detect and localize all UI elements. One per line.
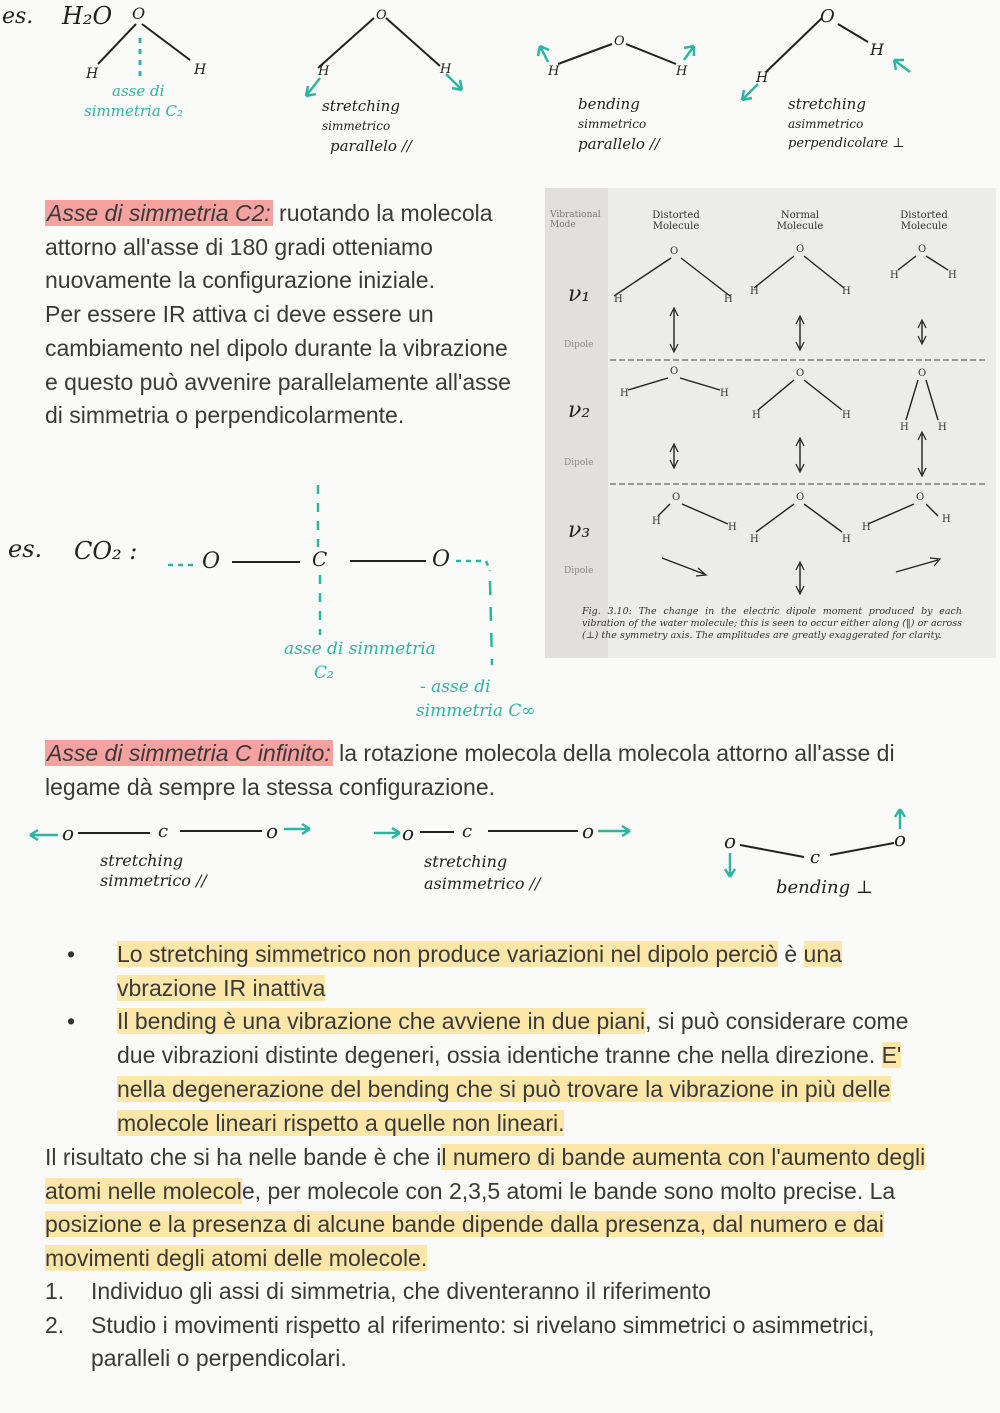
cinf-highlight: Asse di simmetria C infinito: — [47, 740, 331, 766]
list-item: 1. Individuo gli assi di simmetria, che diventeranno il riferimento — [45, 1278, 712, 1304]
figure-atom-h: H — [620, 388, 629, 399]
nu1-label: ν₁ — [568, 282, 591, 307]
figure-atom-o: O — [796, 244, 805, 255]
co2-mode-atom-c: c — [462, 821, 473, 842]
figure-atom-h: H — [842, 534, 851, 545]
co2-atom-o: O — [202, 549, 221, 574]
figure-atom-h: H — [948, 270, 957, 281]
water-dipole-figure — [545, 188, 996, 658]
figure-atom-h: H — [938, 422, 947, 433]
atom-o: O — [820, 6, 835, 27]
figure-atom-h: H — [900, 422, 909, 433]
figure-drawing — [546, 188, 996, 658]
figure-atom-o: O — [672, 492, 681, 503]
atom-h: H — [756, 70, 769, 86]
cinf-axis-note: - asse di — [420, 677, 491, 697]
figure-atom-h: H — [724, 294, 733, 305]
es-label: es. — [8, 535, 43, 563]
atom-h: H — [676, 64, 688, 79]
co2-mode-atom-c: c — [158, 821, 169, 842]
figure-mode-header: Vibrational Mode — [550, 210, 601, 230]
co2-mode-atom-o: o — [402, 821, 415, 845]
axis-note: asse di — [112, 82, 165, 100]
co2-atom-c: C — [312, 547, 328, 571]
atom-h: H — [194, 62, 207, 78]
atom-h: H — [548, 64, 560, 79]
figure-atom-o: O — [918, 368, 927, 379]
figure-col-header: Distorted Molecule — [900, 210, 948, 232]
atom-h: H — [440, 62, 452, 77]
c2-axis-paragraph — [45, 197, 515, 433]
atom-h: H — [870, 40, 884, 59]
figure-atom-o: O — [916, 492, 925, 503]
mode-label: bending simmetrico parallelo // — [578, 95, 660, 153]
cinf-axis-note: simmetria C∞ — [416, 701, 536, 721]
figure-atom-h: H — [862, 522, 871, 533]
figure-atom-h: H — [720, 388, 729, 399]
list-item: 2. Studio i movimenti rispetto al riferimento: si rivelano simmetrici o asimmetrici, paralleli o perpendicolari. — [45, 1311, 875, 1372]
cinf-axis-paragraph: Asse di simmetria C infinito: la rotazione molecola della molecola attorno all'asse di legame dà sempre la stessa configurazione. — [45, 740, 895, 800]
figure-atom-h: H — [890, 270, 899, 281]
co2-atom-o: O — [432, 547, 451, 572]
mode-label: stretching simmetrico parallelo // — [322, 97, 412, 155]
nu2-label: ν₂ — [568, 398, 591, 423]
es-label: es. — [2, 4, 34, 29]
figure-atom-h: H — [942, 514, 951, 525]
list-item: • Il bending è una vibrazione che avviene in due piani, si può considerare come due vibrazioni distinte degeneri, ossia identiche tranne che nella direzione. E' nella degenerazione del bending che si può trovare la vibrazione in più delle molecole lineari rispetto a quelle non lineari. — [45, 1005, 945, 1140]
c2-highlight: Asse di simmetria C2: — [47, 200, 271, 226]
bullet-list — [45, 938, 945, 1140]
figure-caption: Fig. 3.10: The change in the electric dipole moment produced by each vibration of the water molecule; this is seen to occur either along (‖) or across (⊥) the symmetry axis. The amplitudes are greatly exaggerated for clarity. — [582, 606, 962, 641]
c2-definition: Asse di simmetria C2: ruotando la molecola attorno all'asse di 180 gradi otteniamo nuovamente la configurazione iniziale. — [45, 200, 493, 294]
figure-atom-h: H — [750, 286, 759, 297]
atom-o: O — [376, 8, 387, 23]
figure-atom-h: H — [752, 410, 761, 421]
figure-atom-o: O — [918, 244, 927, 255]
atom-o: O — [132, 4, 146, 23]
mode-label: bending ⊥ — [776, 877, 873, 898]
figure-atom-h: H — [750, 534, 759, 545]
mode-label: stretching asimmetrico // — [424, 852, 541, 893]
co2-drawing — [0, 485, 600, 725]
axis-note: simmetria C₂ — [84, 102, 184, 120]
co2-mode-atom-o: o — [724, 829, 737, 853]
figure-atom-h: H — [614, 294, 623, 305]
c2-axis-note: C₂ — [314, 663, 334, 683]
h2o-formula: H₂O — [62, 2, 113, 30]
ir-active-note: Per essere IR attiva ci deve essere un cambiamento nel dipolo durante la vibrazione e questo può avvenire parallelamente all'asse di simmetria o perpendicolarmente. — [45, 301, 511, 429]
co2-modes-sketch — [0, 805, 1000, 915]
figure-col-header: Normal Molecule — [776, 210, 824, 232]
figure-atom-o: O — [796, 492, 805, 503]
steps-list — [45, 1275, 945, 1376]
dipole-label: Dipole — [564, 566, 594, 576]
co2-mode-atom-o: o — [266, 819, 279, 843]
dipole-label: Dipole — [564, 458, 594, 468]
co2-mode-atom-o: o — [894, 827, 907, 851]
co2-mode-atom-o: o — [582, 819, 595, 843]
co2-mode-atom-c: c — [810, 847, 821, 868]
figure-atom-o: O — [670, 246, 679, 257]
atom-o: O — [614, 34, 625, 49]
c2-axis-note: asse di simmetria — [284, 639, 436, 659]
figure-atom-h: H — [842, 286, 851, 297]
atom-h: H — [318, 64, 330, 79]
figure-atom-o: O — [796, 368, 805, 379]
dipole-label: Dipole — [564, 340, 594, 350]
figure-atom-h: H — [842, 410, 851, 421]
co2-formula: CO₂ : — [74, 537, 138, 565]
figure-atom-h: H — [652, 516, 661, 527]
co2-sketch — [0, 485, 600, 725]
bands-paragraph: Il risultato che si ha nelle bande è che il numero di bande aumenta con l'aumento degli atomi nelle molecole, per molecole con 2,3,5 atomi le bande sono molto precise. La posizione e la presenza di alcune bande dipende dalla presenza, dal numero e dai movimenti degli atomi delle molecole. — [45, 1144, 926, 1272]
figure-col-header: Distorted Molecule — [652, 210, 700, 232]
h2o-sketch — [0, 0, 1000, 185]
atom-h: H — [86, 66, 99, 82]
figure-atom-h: H — [728, 522, 737, 533]
figure-atom-o: O — [670, 366, 679, 377]
co2-mode-atom-o: o — [62, 821, 75, 845]
nu3-label: ν₃ — [568, 518, 591, 543]
mode-label: stretching asimmetrico perpendicolare ⊥ — [788, 95, 905, 151]
list-item: • Lo stretching simmetrico non produce variazioni nel dipolo perciò è una vbrazione IR inattiva — [45, 938, 945, 1005]
mode-label: stretching simmetrico // — [100, 851, 207, 890]
